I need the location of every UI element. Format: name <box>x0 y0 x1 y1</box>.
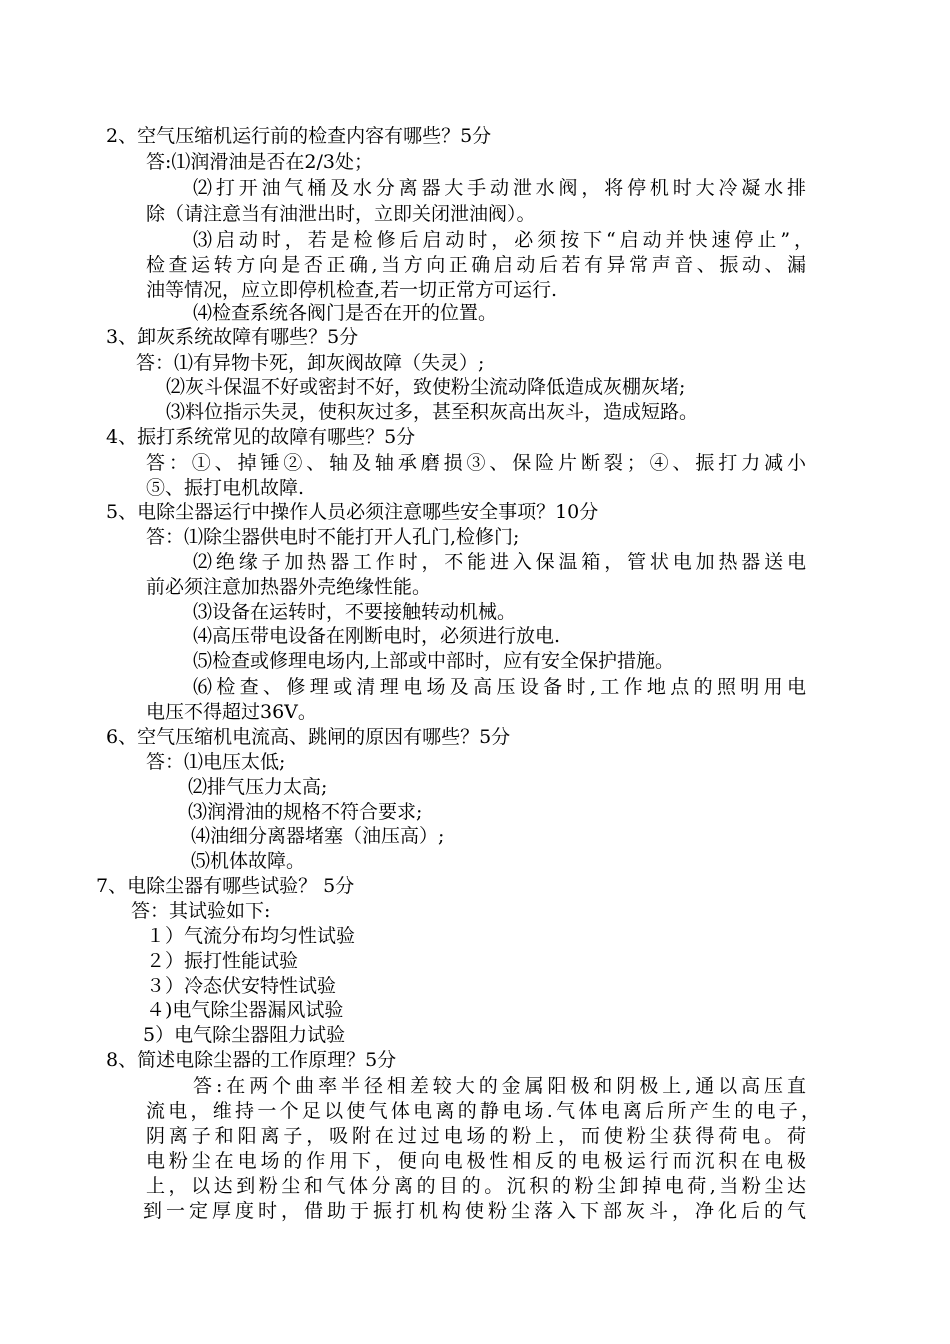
q2-title: 2、空气压缩机运行前的检查内容有哪些？5分 <box>106 125 492 147</box>
q3-answer-line-1: 答：⑴有异物卡死，卸灰阀故障（失灵）; <box>136 352 485 374</box>
q7-title: 7、电除尘器有哪些试验？ 5分 <box>96 875 355 897</box>
q8-answer-line-1: 答:在两个曲率半径相差较大的金属阳极和阴极上,通以高压直 <box>193 1075 806 1097</box>
q7-answer-line-5: ４)电气除尘器漏风试验 <box>146 999 344 1021</box>
q7-answer-line-3: ２）振打性能试验 <box>146 950 299 972</box>
q5-answer-line-7: ⑹检查、修理或清理电场及高压设备时,工作地点的照明用电 <box>193 676 806 698</box>
q3-answer-line-3: ⑶料位指示失灵，使积灰过多，甚至积灰高出灰斗，造成短路。 <box>166 401 699 423</box>
q2-answer-line-2: ⑵打开油气桶及水分离器大手动泄水阀，将停机时大冷凝水排 <box>193 177 806 199</box>
q7-answer-line-1: 答：其试验如下: <box>131 900 271 922</box>
q6-answer-line-3: ⑶润滑油的规格不符合要求; <box>188 801 423 823</box>
q6-answer-line-4: ⑷油细分离器堵塞（油压高）; <box>191 825 445 847</box>
q6-answer-line-2: ⑵排气压力太高; <box>188 776 328 798</box>
q2-answer-line-7: ⑷检查系统各阀门是否在开的位置。 <box>193 302 498 324</box>
q3-answer-line-2: ⑵灰斗保温不好或密封不好，致使粉尘流动降低造成灰棚灰堵; <box>166 376 686 398</box>
q2-answer-line-4: ⑶启动时，若是检修后启动时，必须按下“启动并快速停止”， <box>193 229 813 251</box>
q8-title: 8、简述电除尘器的工作原理？5分 <box>106 1049 397 1071</box>
q2-answer-line-3: 除（请注意当有油泄出时，立即关闭泄油阀）。 <box>146 203 536 225</box>
q8-answer-line-3: 阴离子和阳离子，吸附在过过电场的粉上，而使粉尘获得荷电。荷 <box>146 1125 806 1147</box>
q2-answer-line-1: 答:⑴润滑油是否在2/3处； <box>146 151 373 173</box>
q5-title: 5、电除尘器运行中操作人员必须注意哪些安全事项？10分 <box>106 501 599 523</box>
q5-answer-line-1: 答：⑴除尘器供电时不能打开人孔门,检修门; <box>146 526 520 548</box>
q5-answer-line-5: ⑷高压带电设备在刚断电时，必须进行放电. <box>193 625 561 647</box>
q3-title: 3、卸灰系统故障有哪些？5分 <box>106 326 359 348</box>
q6-title: 6、空气压缩机电流高、跳闸的原因有哪些？5分 <box>106 726 511 748</box>
q6-answer-line-1: 答：⑴电压太低; <box>146 751 286 773</box>
q5-answer-line-3: 前必须注意加热器外壳绝缘性能。 <box>146 576 432 598</box>
q5-answer-line-6: ⑸检查或修理电场内,上部或中部时，应有安全保护措施。 <box>193 650 675 672</box>
q5-answer-line-8: 电压不得超过36V。 <box>146 701 317 723</box>
q2-answer-line-5: 检查运转方向是否正确,当方向正确启动后若有异常声音、振动、漏 <box>146 254 806 276</box>
q8-answer-line-5: 上，以达到粉尘和气体分离的目的。沉积的粉尘卸掉电荷,当粉尘达 <box>146 1175 806 1197</box>
q8-answer-line-4: 电粉尘在电场的作用下，便向电极性相反的电极运行而沉积在电极 <box>146 1150 806 1172</box>
q5-answer-line-4: ⑶设备在运转时，不要接触转动机械。 <box>193 601 517 623</box>
q4-answer-line-2: ⑤、振打电机故障. <box>146 477 305 499</box>
q6-answer-line-5: ⑸机体故障。 <box>191 850 306 872</box>
q5-answer-line-2: ⑵绝缘子加热器工作时，不能进入保温箱，管状电加热器送电 <box>193 551 806 573</box>
q4-title: 4、振打系统常见的故障有哪些？5分 <box>106 426 416 448</box>
q7-answer-line-2: １）气流分布均匀性试验 <box>146 925 356 947</box>
q8-answer-line-6: 到一定厚度时，借助于振打机构使粉尘落入下部灰斗，净化后的气 <box>143 1200 806 1222</box>
q8-answer-line-2: 流电，维持一个足以使气体电离的静电场.气体电离后所产生的电子， <box>146 1100 820 1122</box>
q7-answer-line-4: ３）冷态伏安特性试验 <box>146 975 337 997</box>
q4-answer-line-1: 答：①、掉锤②、轴及轴承磨损③、保险片断裂；④、振打力减小 <box>146 452 806 474</box>
q7-answer-line-6: 5）电气除尘器阻力试验 <box>143 1024 346 1046</box>
q2-answer-line-6: 油等情况，应立即停机检查,若一切正常方可运行. <box>146 279 558 301</box>
